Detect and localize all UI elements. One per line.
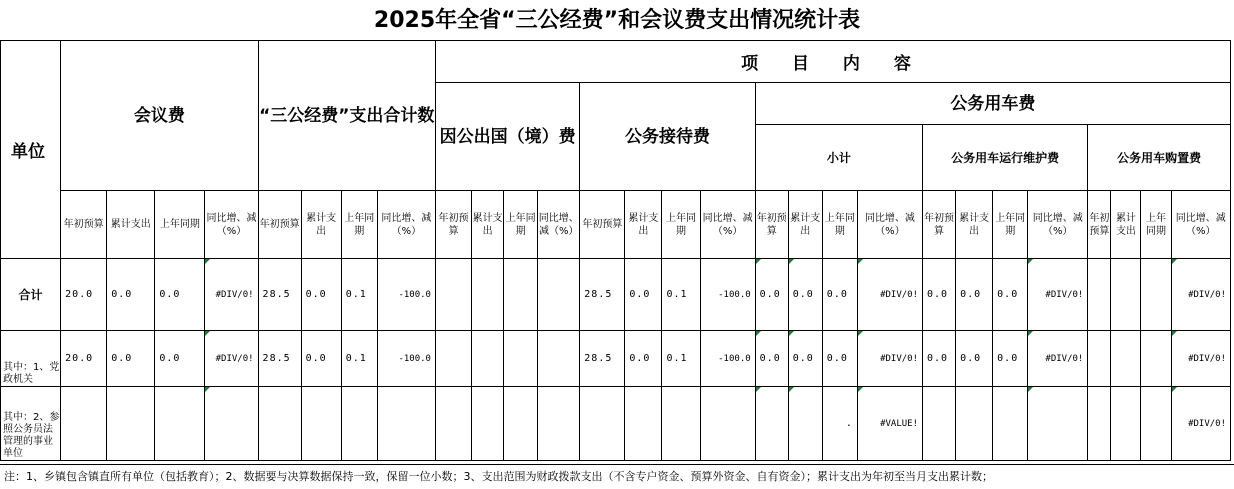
subheader-yoy: 同比增、减（%）	[1171, 191, 1230, 259]
table-row	[1, 259, 1231, 331]
cell-sangong-yoy[interactable]: -100.0	[377, 259, 435, 331]
subheader-last_year: 上年同期	[155, 191, 205, 259]
cell-subtotal-last_year[interactable]: .	[822, 387, 857, 461]
cell-sangong-yoy[interactable]: -100.0	[377, 331, 435, 387]
header-unit: 单位	[1, 41, 61, 259]
cell-reception-budget[interactable]	[580, 387, 625, 461]
subheader-yoy: 同比增、减（%）	[205, 191, 258, 259]
cell-running-budget[interactable]: 0.0	[923, 331, 956, 387]
cell-purchase-yoy[interactable]: #DIV/0!	[1171, 387, 1230, 461]
cell-purchase-yoy[interactable]: #DIV/0!	[1171, 259, 1230, 331]
cell-purchase-yoy[interactable]: #DIV/0!	[1171, 331, 1230, 387]
cell-running-spent[interactable]	[956, 387, 993, 461]
cell-subtotal-yoy[interactable]: #DIV/0!	[857, 259, 922, 331]
subheader-yoy: 同比增、减（%）	[377, 191, 435, 259]
subheader-budget: 年初预算	[923, 191, 956, 259]
cell-subtotal-spent[interactable]: 0.0	[788, 259, 822, 331]
subheader-last_year: 上年同期	[341, 191, 377, 259]
subheader-last_year: 上年同期	[822, 191, 857, 259]
cell-purchase-budget[interactable]	[1088, 331, 1111, 387]
subheader-yoy: 同比增、减（%）	[857, 191, 922, 259]
subheader-spent: 累计支出	[301, 191, 341, 259]
cell-running-spent[interactable]: 0.0	[956, 331, 993, 387]
cell-running-budget[interactable]	[923, 387, 956, 461]
row-label: 合计	[1, 259, 61, 331]
header-vehicle-purchase: 公务用车购置费	[1088, 125, 1231, 191]
subheader-spent: 累计支出	[107, 191, 155, 259]
header-reception-fee: 公务接待费	[580, 83, 755, 191]
cell-reception-spent[interactable]: 0.0	[625, 331, 662, 387]
table-row	[1, 387, 1231, 461]
subheader-spent: 累计支出	[472, 191, 504, 259]
cell-meeting-yoy[interactable]	[205, 387, 258, 461]
cell-purchase-budget[interactable]	[1088, 259, 1111, 331]
statistics-table	[0, 40, 1231, 461]
cell-sangong-budget[interactable]: 28.5	[258, 331, 301, 387]
cell-sangong-budget[interactable]: 28.5	[258, 259, 301, 331]
cell-meeting-last_year[interactable]: 0.0	[155, 259, 205, 331]
cell-running-last_year[interactable]: 0.0	[993, 331, 1028, 387]
cell-running-last_year[interactable]	[993, 387, 1028, 461]
cell-sangong-yoy[interactable]	[377, 387, 435, 461]
cell-subtotal-spent[interactable]	[788, 387, 822, 461]
cell-abroad-yoy[interactable]	[538, 259, 580, 331]
cell-abroad-budget[interactable]	[435, 259, 471, 331]
cell-reception-last_year[interactable]	[662, 387, 700, 461]
cell-purchase-last_year[interactable]	[1141, 259, 1171, 331]
cell-reception-yoy[interactable]: -100.0	[700, 331, 755, 387]
cell-reception-last_year[interactable]: 0.1	[662, 331, 700, 387]
cell-abroad-last_year[interactable]	[504, 387, 538, 461]
cell-reception-budget[interactable]: 28.5	[580, 259, 625, 331]
cell-purchase-spent[interactable]	[1111, 331, 1141, 387]
cell-subtotal-budget[interactable]	[755, 387, 788, 461]
subheader-last_year: 上年同期	[993, 191, 1028, 259]
subheader-budget: 年初预算	[258, 191, 301, 259]
cell-meeting-spent[interactable]	[107, 387, 155, 461]
cell-subtotal-last_year[interactable]: 0.0	[822, 259, 857, 331]
cell-reception-budget[interactable]: 28.5	[580, 331, 625, 387]
subheader-spent: 累计支出	[625, 191, 662, 259]
subheader-last_year: 上年同期	[1141, 191, 1171, 259]
cell-purchase-spent[interactable]	[1111, 259, 1141, 331]
subheader-yoy: 同比增、减（%）	[1028, 191, 1088, 259]
cell-meeting-spent[interactable]: 0.0	[107, 331, 155, 387]
cell-abroad-spent[interactable]	[472, 331, 504, 387]
cell-purchase-last_year[interactable]	[1141, 387, 1171, 461]
sheet-title: 2025年全省“三公经费”和会议费支出情况统计表	[373, 8, 861, 33]
cell-meeting-last_year[interactable]	[155, 387, 205, 461]
cell-running-budget[interactable]: 0.0	[923, 259, 956, 331]
cell-reception-yoy[interactable]: -100.0	[700, 259, 755, 331]
cell-meeting-yoy[interactable]: #DIV/0!	[205, 259, 258, 331]
subheader-yoy: 同比增、减（%）	[700, 191, 755, 259]
cell-reception-spent[interactable]: 0.0	[625, 259, 662, 331]
subheader-last_year: 上年同期	[504, 191, 538, 259]
cell-purchase-last_year[interactable]	[1141, 331, 1171, 387]
cell-sangong-spent[interactable]: 0.0	[301, 259, 341, 331]
cell-abroad-budget[interactable]	[435, 387, 471, 461]
cell-sangong-last_year[interactable]	[341, 387, 377, 461]
header-sangong-total: “三公经费”支出合计数	[258, 41, 435, 191]
cell-abroad-yoy[interactable]	[538, 331, 580, 387]
cell-meeting-budget[interactable]: 20.0	[61, 331, 107, 387]
cell-sangong-budget[interactable]	[258, 387, 301, 461]
header-vehicle-fee: 公务用车费	[755, 83, 1230, 125]
cell-meeting-budget[interactable]	[61, 387, 107, 461]
cell-abroad-spent[interactable]	[472, 259, 504, 331]
table-row	[1, 331, 1231, 387]
cell-abroad-spent[interactable]	[472, 387, 504, 461]
cell-running-yoy[interactable]: #DIV/0!	[1028, 331, 1088, 387]
cell-subtotal-budget[interactable]: 0.0	[755, 331, 788, 387]
subheader-spent: 累计支出	[788, 191, 822, 259]
cell-subtotal-yoy[interactable]: #VALUE!	[857, 387, 922, 461]
subheader-budget: 年初预算	[580, 191, 625, 259]
cell-subtotal-budget[interactable]: 0.0	[755, 259, 788, 331]
cell-sangong-last_year[interactable]: 0.1	[341, 331, 377, 387]
cell-reception-yoy[interactable]	[700, 387, 755, 461]
cell-subtotal-last_year[interactable]: 0.0	[822, 331, 857, 387]
header-abroad-fee: 因公出国（境）费	[435, 83, 579, 191]
footnote: 注：1、乡镇包含镇直所有单位（包括教育）；2、数据要与决算数据保持一致，保留一位小数；3、支出范围为财政拨款支出（不含专户资金、预算外资金、自有资金）；累计支出为年初至当月支出累计数；	[0, 464, 1234, 489]
cell-purchase-spent[interactable]	[1111, 387, 1141, 461]
cell-running-spent[interactable]: 0.0	[956, 259, 993, 331]
subheader-budget: 年初预算	[1088, 191, 1111, 259]
cell-reception-last_year[interactable]: 0.1	[662, 259, 700, 331]
cell-abroad-last_year[interactable]	[504, 331, 538, 387]
cell-abroad-budget[interactable]	[435, 331, 471, 387]
cell-abroad-yoy[interactable]	[538, 387, 580, 461]
subheader-budget: 年初预算	[755, 191, 788, 259]
header-subtotal: 小计	[755, 125, 922, 191]
subheader-budget: 年初预算	[61, 191, 107, 259]
cell-meeting-spent[interactable]: 0.0	[107, 259, 155, 331]
cell-sangong-spent[interactable]: 0.0	[301, 331, 341, 387]
row-label: 其中：2、参照公务员法管理的事业单位	[1, 387, 61, 461]
subheader-yoy: 同比增、减（%）	[538, 191, 580, 259]
cell-running-last_year[interactable]: 0.0	[993, 259, 1028, 331]
cell-meeting-last_year[interactable]: 0.0	[155, 331, 205, 387]
header-project-content: 项 目 内 容	[435, 41, 1230, 83]
cell-sangong-spent[interactable]	[301, 387, 341, 461]
header-vehicle-running: 公务用车运行维护费	[923, 125, 1088, 191]
cell-running-yoy[interactable]: #DIV/0!	[1028, 259, 1088, 331]
cell-subtotal-spent[interactable]: 0.0	[788, 331, 822, 387]
cell-sangong-last_year[interactable]: 0.1	[341, 259, 377, 331]
row-label: 其中：1、党政机关	[1, 331, 61, 387]
cell-reception-spent[interactable]	[625, 387, 662, 461]
cell-purchase-budget[interactable]	[1088, 387, 1111, 461]
header-meeting-fee: 会议费	[61, 41, 258, 191]
subheader-spent: 累计支出	[1111, 191, 1141, 259]
subheader-last_year: 上年同期	[662, 191, 700, 259]
cell-running-yoy[interactable]	[1028, 387, 1088, 461]
cell-meeting-budget[interactable]: 20.0	[61, 259, 107, 331]
subheader-budget: 年初预算	[435, 191, 471, 259]
subheader-spent: 累计支出	[956, 191, 993, 259]
cell-subtotal-yoy[interactable]: #DIV/0!	[857, 331, 922, 387]
cell-abroad-last_year[interactable]	[504, 259, 538, 331]
cell-meeting-yoy[interactable]: #DIV/0!	[205, 331, 258, 387]
